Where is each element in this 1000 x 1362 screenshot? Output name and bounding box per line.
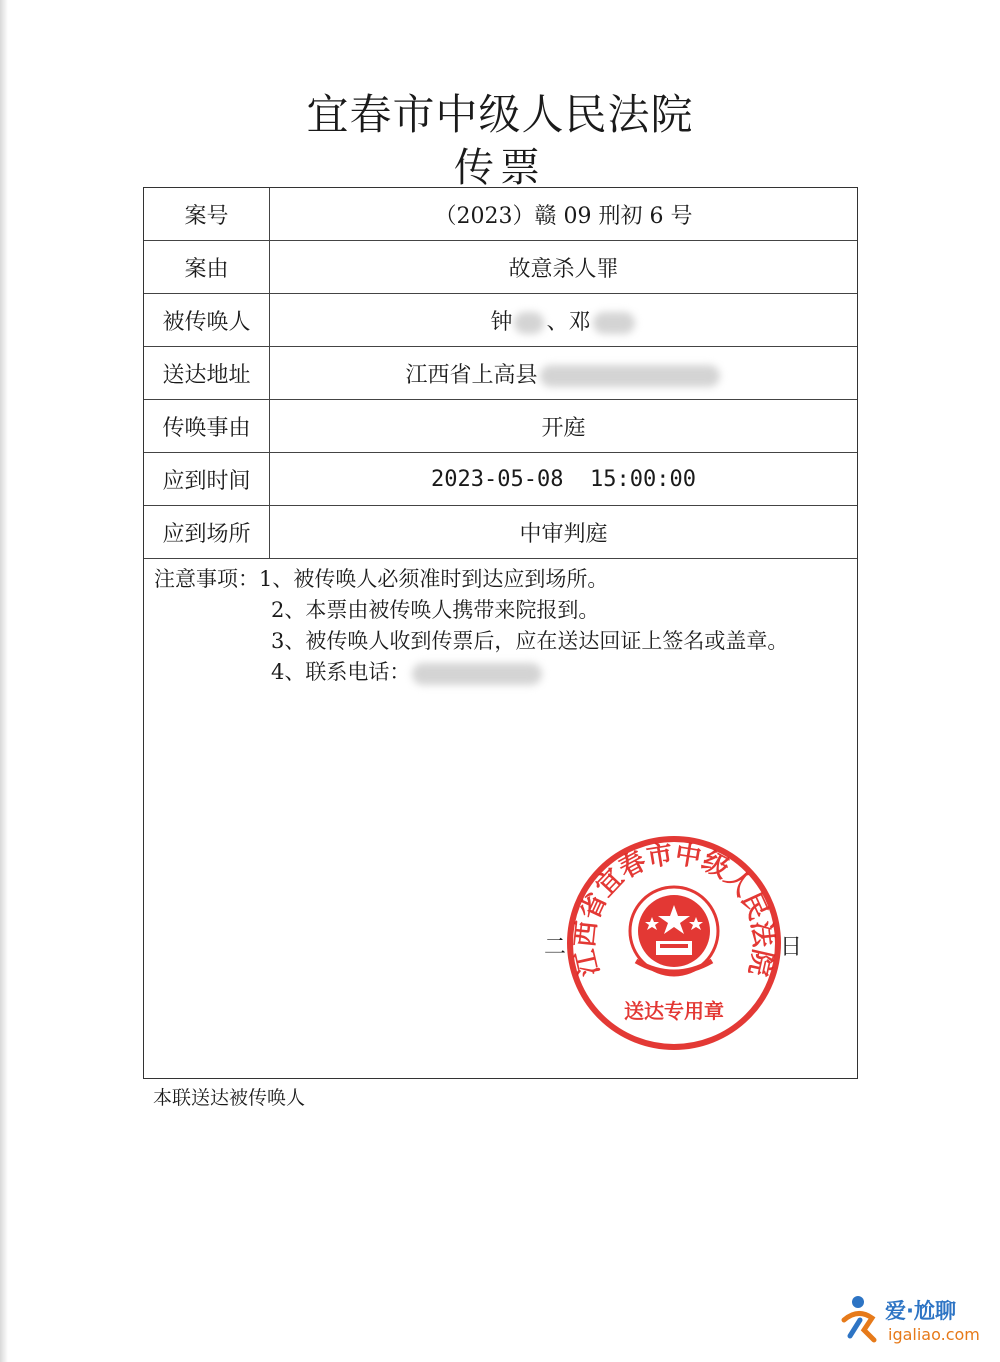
- court-seal-stamp: [564, 833, 784, 1053]
- runner-icon: [844, 1296, 874, 1340]
- redacted-name-2: [593, 312, 635, 334]
- date-fragment-left: 二: [544, 935, 567, 960]
- date-fragment-right: 日: [780, 935, 803, 960]
- summons-form: [143, 187, 858, 1079]
- label-case-number: 案号: [144, 188, 270, 241]
- note-item: 2、本票由被传唤人携带来院报到。: [271, 598, 600, 622]
- document-title: 传票: [454, 145, 546, 191]
- note-item: 3、被传唤人收到传票后，应在送达回证上签名或盖章。: [271, 629, 789, 653]
- value-delivery-address: [270, 347, 858, 400]
- label-arrival-time: 应到时间: [144, 453, 270, 506]
- row-arrival-place: [144, 506, 857, 559]
- redacted-name-1: [514, 312, 544, 334]
- value-arrival-time: 2023-05-08 15:00:00: [270, 453, 858, 506]
- summons-table: [144, 188, 857, 559]
- label-summons-reason: 传唤事由: [144, 400, 270, 453]
- person-2-surname: 邓: [568, 309, 591, 335]
- value-case-number: （2023）赣 09 刑初 6 号: [270, 188, 858, 241]
- note-line-1: [154, 564, 788, 595]
- value-arrival-place: 中审判庭: [270, 506, 858, 559]
- label-case-cause: 案由: [144, 241, 270, 294]
- row-case-number: [144, 188, 857, 241]
- note-line-4: [154, 657, 788, 688]
- row-summons-reason: [144, 400, 857, 453]
- label-arrival-place: 应到场所: [144, 506, 270, 559]
- value-case-cause: 故意杀人罪: [270, 241, 858, 294]
- note-item: 4、联系电话：: [271, 660, 411, 684]
- value-summons-reason: 开庭: [270, 400, 858, 453]
- label-delivery-address: 送达地址: [144, 347, 270, 400]
- redacted-address: [540, 365, 720, 387]
- notes-heading: 注意事项：: [154, 567, 259, 591]
- row-summoned-person: [144, 294, 857, 347]
- address-text: 江西省上高县: [405, 362, 538, 388]
- seal-arc-text: 江西省宜春市中级人民法院: [570, 839, 778, 979]
- court-title: 宜春市中级人民法院: [306, 90, 694, 139]
- value-summoned-person: [270, 294, 858, 347]
- watermark-name: 爱·尬聊: [885, 1299, 956, 1323]
- footer-note: 本联送达被传唤人: [153, 1087, 306, 1109]
- note-line-2: [154, 595, 788, 626]
- page-edge-shadow: [0, 0, 8, 1362]
- row-delivery-address: [144, 347, 857, 400]
- redacted-phone: [412, 663, 542, 685]
- name-separator: 、: [546, 309, 569, 335]
- watermark-url: igaliao.com: [888, 1325, 980, 1344]
- note-item: 1、被传唤人必须准时到达应到场所。: [259, 567, 609, 591]
- note-line-3: [154, 626, 788, 657]
- row-case-cause: [144, 241, 857, 294]
- notes-section: [154, 564, 788, 688]
- row-arrival-time: [144, 453, 857, 506]
- person-1-surname: 钟: [490, 309, 513, 335]
- seal-bottom-text: 送达专用章: [624, 999, 724, 1023]
- label-summoned-person: 被传唤人: [144, 294, 270, 347]
- national-emblem-icon: [630, 887, 718, 975]
